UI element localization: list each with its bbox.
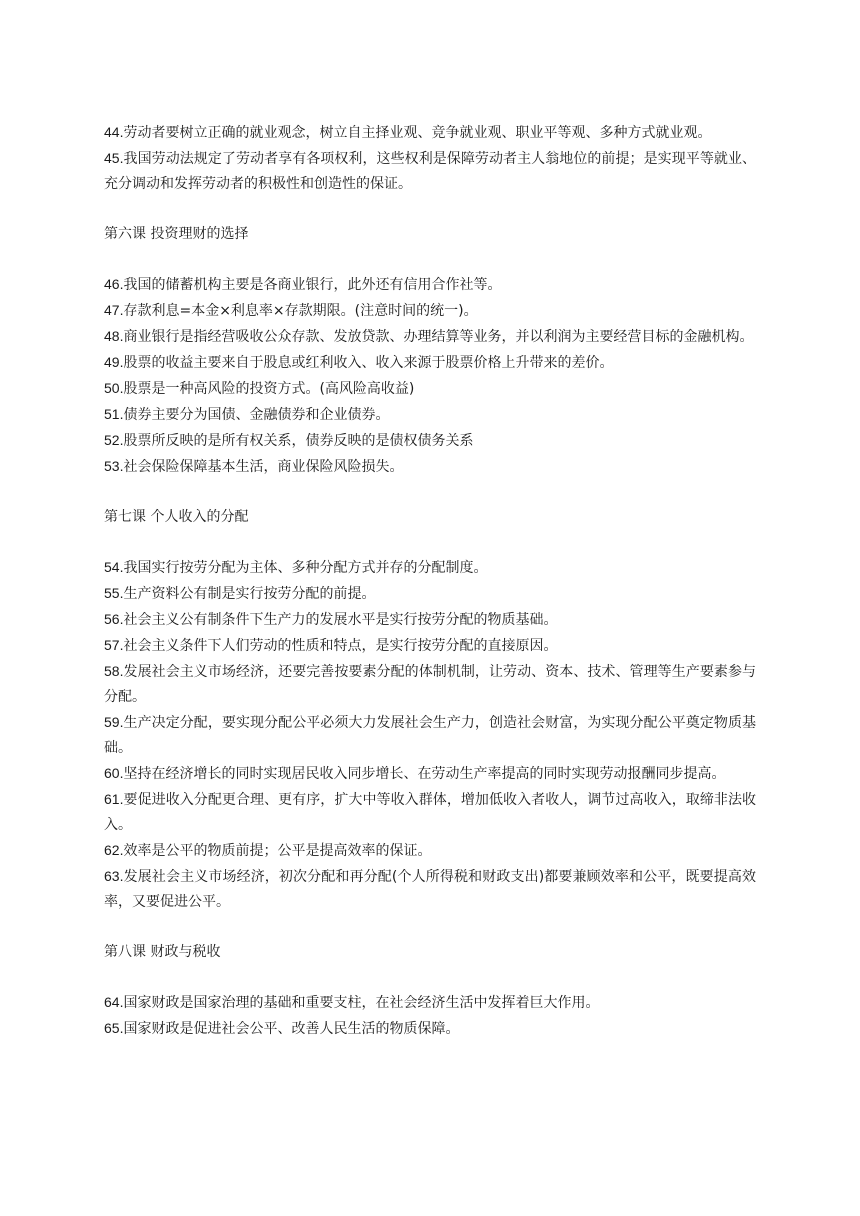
lesson-heading: 第六课 投资理财的选择	[104, 226, 249, 242]
list-item	[104, 428, 756, 454]
item-text: 我国实行按劳分配为主体、多种分配方式并存的分配制度。	[123, 560, 488, 576]
list-item	[104, 555, 756, 581]
item-number: 57.	[104, 637, 124, 653]
item-text: 社会保险保障基本生活，商业保险风险损失。	[123, 459, 404, 475]
list-item	[104, 838, 756, 864]
item-number: 49.	[104, 354, 124, 370]
list-item	[104, 581, 756, 607]
item-text: 存款利息=本金×利息率×存款期限。(注意时间的统一)。	[123, 303, 478, 319]
item-text: 我国劳动法规定了劳动者享有各项权利，这些权利是保障劳动者主人翁地位的前提；是实现平等就业、充分调动和发挥劳动者的积极性和创造性的保证。	[104, 151, 756, 192]
item-text: 生产决定分配，要实现分配公平必须大力发展社会生产力，创造社会财富，为实现分配公平奠定物质基础。	[104, 715, 756, 756]
list-item	[104, 990, 756, 1016]
item-text: 社会主义条件下人们劳动的性质和特点，是实行按劳分配的直接原因。	[123, 638, 558, 654]
item-number: 64.	[104, 994, 124, 1010]
item-number: 65.	[104, 1020, 124, 1036]
item-text: 国家财政是国家治理的基础和重要支柱，在社会经济生活中发挥着巨大作用。	[123, 995, 600, 1011]
list-item	[104, 454, 756, 480]
item-text: 股票是一种高风险的投资方式。(高风险高收益)	[123, 381, 415, 397]
lesson-heading: 第七课 个人收入的分配	[104, 509, 249, 525]
item-number: 59.	[104, 714, 124, 730]
document-page	[104, 120, 756, 1042]
item-text: 要促进收入分配更合理、更有序，扩大中等收入群体，增加低收入者收人，调节过高收入，取缔非法收入。	[104, 792, 756, 833]
list-item	[104, 120, 756, 146]
item-number: 62.	[104, 842, 124, 858]
item-text: 生产资料公有制是实行按劳分配的前提。	[123, 586, 376, 602]
list-item	[104, 659, 756, 710]
section-b	[104, 222, 756, 480]
list-item	[104, 787, 756, 838]
item-text: 股票所反映的是所有权关系，债券反映的是债权债务关系	[123, 433, 474, 449]
list-item	[104, 761, 756, 787]
item-number: 55.	[104, 585, 124, 601]
list-item	[104, 633, 756, 659]
item-text: 坚持在经济增长的同时实现居民收入同步增长、在劳动生产率提高的同时实现劳动报酬同步提高。	[123, 766, 726, 782]
list-item	[104, 607, 756, 633]
item-text: 发展社会主义市场经济，初次分配和再分配(个人所得税和财政支出)都要兼顾效率和公平，既要提高效率，又要促进公平。	[104, 869, 756, 910]
item-text: 债券主要分为国债、金融债券和企业债券。	[123, 407, 390, 423]
list-item	[104, 324, 756, 350]
item-number: 50.	[104, 380, 124, 396]
list-item	[104, 146, 756, 197]
list-item	[104, 402, 756, 428]
list-item	[104, 298, 756, 324]
item-number: 48.	[104, 328, 124, 344]
item-text: 我国的储蓄机构主要是各商业银行，此外还有信用合作社等。	[123, 277, 502, 293]
item-number: 44.	[104, 124, 124, 140]
item-text: 劳动者要树立正确的就业观念，树立自主择业观、竞争就业观、职业平等观、多种方式就业观。	[123, 125, 712, 141]
item-number: 58.	[104, 663, 124, 679]
item-number: 52.	[104, 432, 124, 448]
list-item	[104, 376, 756, 402]
item-number: 60.	[104, 765, 124, 781]
item-number: 61.	[104, 791, 124, 807]
list-item	[104, 710, 756, 761]
list-item	[104, 864, 756, 915]
item-number: 63.	[104, 868, 124, 884]
item-text: 效率是公平的物质前提；公平是提高效率的保证。	[123, 843, 432, 859]
item-number: 51.	[104, 406, 124, 422]
lesson-heading: 第八课 财政与税收	[104, 944, 221, 960]
item-number: 54.	[104, 559, 124, 575]
item-text: 发展社会主义市场经济，还要完善按要素分配的体制机制，让劳动、资本、技术、管理等生产要素参与分配。	[104, 664, 756, 705]
section-a	[104, 120, 756, 197]
list-item	[104, 350, 756, 376]
item-number: 56.	[104, 611, 124, 627]
item-text: 股票的收益主要来自于股息或红利收入、收入来源于股票价格上升带来的差价。	[123, 355, 614, 371]
section-c	[104, 505, 756, 915]
item-number: 53.	[104, 458, 124, 474]
item-number: 46.	[104, 276, 124, 292]
item-text: 社会主义公有制条件下生产力的发展水平是实行按劳分配的物质基础。	[123, 612, 558, 628]
list-item	[104, 272, 756, 298]
item-number: 45.	[104, 150, 124, 166]
item-text: 商业银行是指经营吸收公众存款、发放贷款、办理结算等业务，并以利润为主要经营目标的金融机构。	[123, 329, 754, 345]
item-text: 国家财政是促进社会公平、改善人民生活的物质保障。	[123, 1021, 460, 1037]
section-d	[104, 940, 756, 1042]
item-number: 47.	[104, 302, 124, 318]
list-item	[104, 1016, 756, 1042]
